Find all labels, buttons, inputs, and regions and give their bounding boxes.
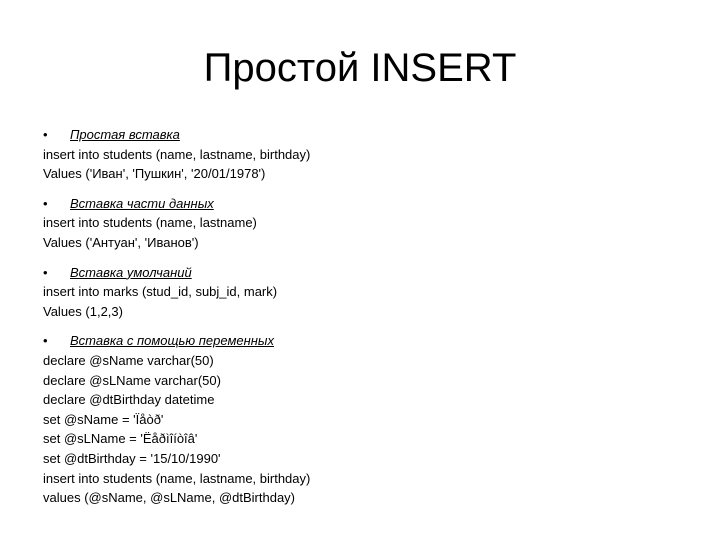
bullet-icon: • [43,127,48,142]
code-line: insert into students (name, lastname, birthday) [43,470,311,486]
bullet-icon: • [43,264,48,280]
code-line: Values ('Иван', 'Пушкин', '20/01/1978') [43,166,266,182]
slide-title: Простой INSERT [203,46,517,90]
code-line: insert into students (name, lastname) [43,215,257,231]
code-line: declare @sLName varchar(50) [43,372,221,388]
code-line: Values (1,2,3) [43,303,123,319]
code-line: set @sLName = 'Ëåðìîíòîâ' [43,431,198,447]
bullet-heading [43,331,683,351]
block-simple-insert [43,125,683,184]
code-line: declare @dtBirthday datetime [43,392,215,408]
code-line: insert into marks (stud_id, subj_id, mark) [43,284,278,300]
bullet-icon: • [43,195,48,211]
block-default-insert [43,263,683,322]
block-heading: Простая вставка [70,127,180,142]
code-line: set @dtBirthday = '15/10/1990' [43,450,221,466]
bullet-icon: • [43,333,48,349]
block-partial-insert [43,194,683,253]
code-line: declare @sName varchar(50) [43,352,214,368]
slide-content [43,125,683,518]
bullet-heading [43,125,683,145]
block-heading: Вставка умолчаний [70,264,192,280]
code-line: insert into students (name, lastname, birthday) [43,146,311,162]
block-heading: Вставка с помощью переменных [70,333,274,349]
block-heading: Вставка части данных [70,195,214,211]
bullet-heading [43,194,683,214]
block-variable-insert [43,331,683,507]
code-line: Values ('Антуан', 'Иванов') [43,234,199,250]
code-line: set @sName = 'Ïåòð' [43,411,164,427]
code-line: values (@sName, @sLName, @dtBirthday) [43,490,296,506]
bullet-heading [43,263,683,283]
